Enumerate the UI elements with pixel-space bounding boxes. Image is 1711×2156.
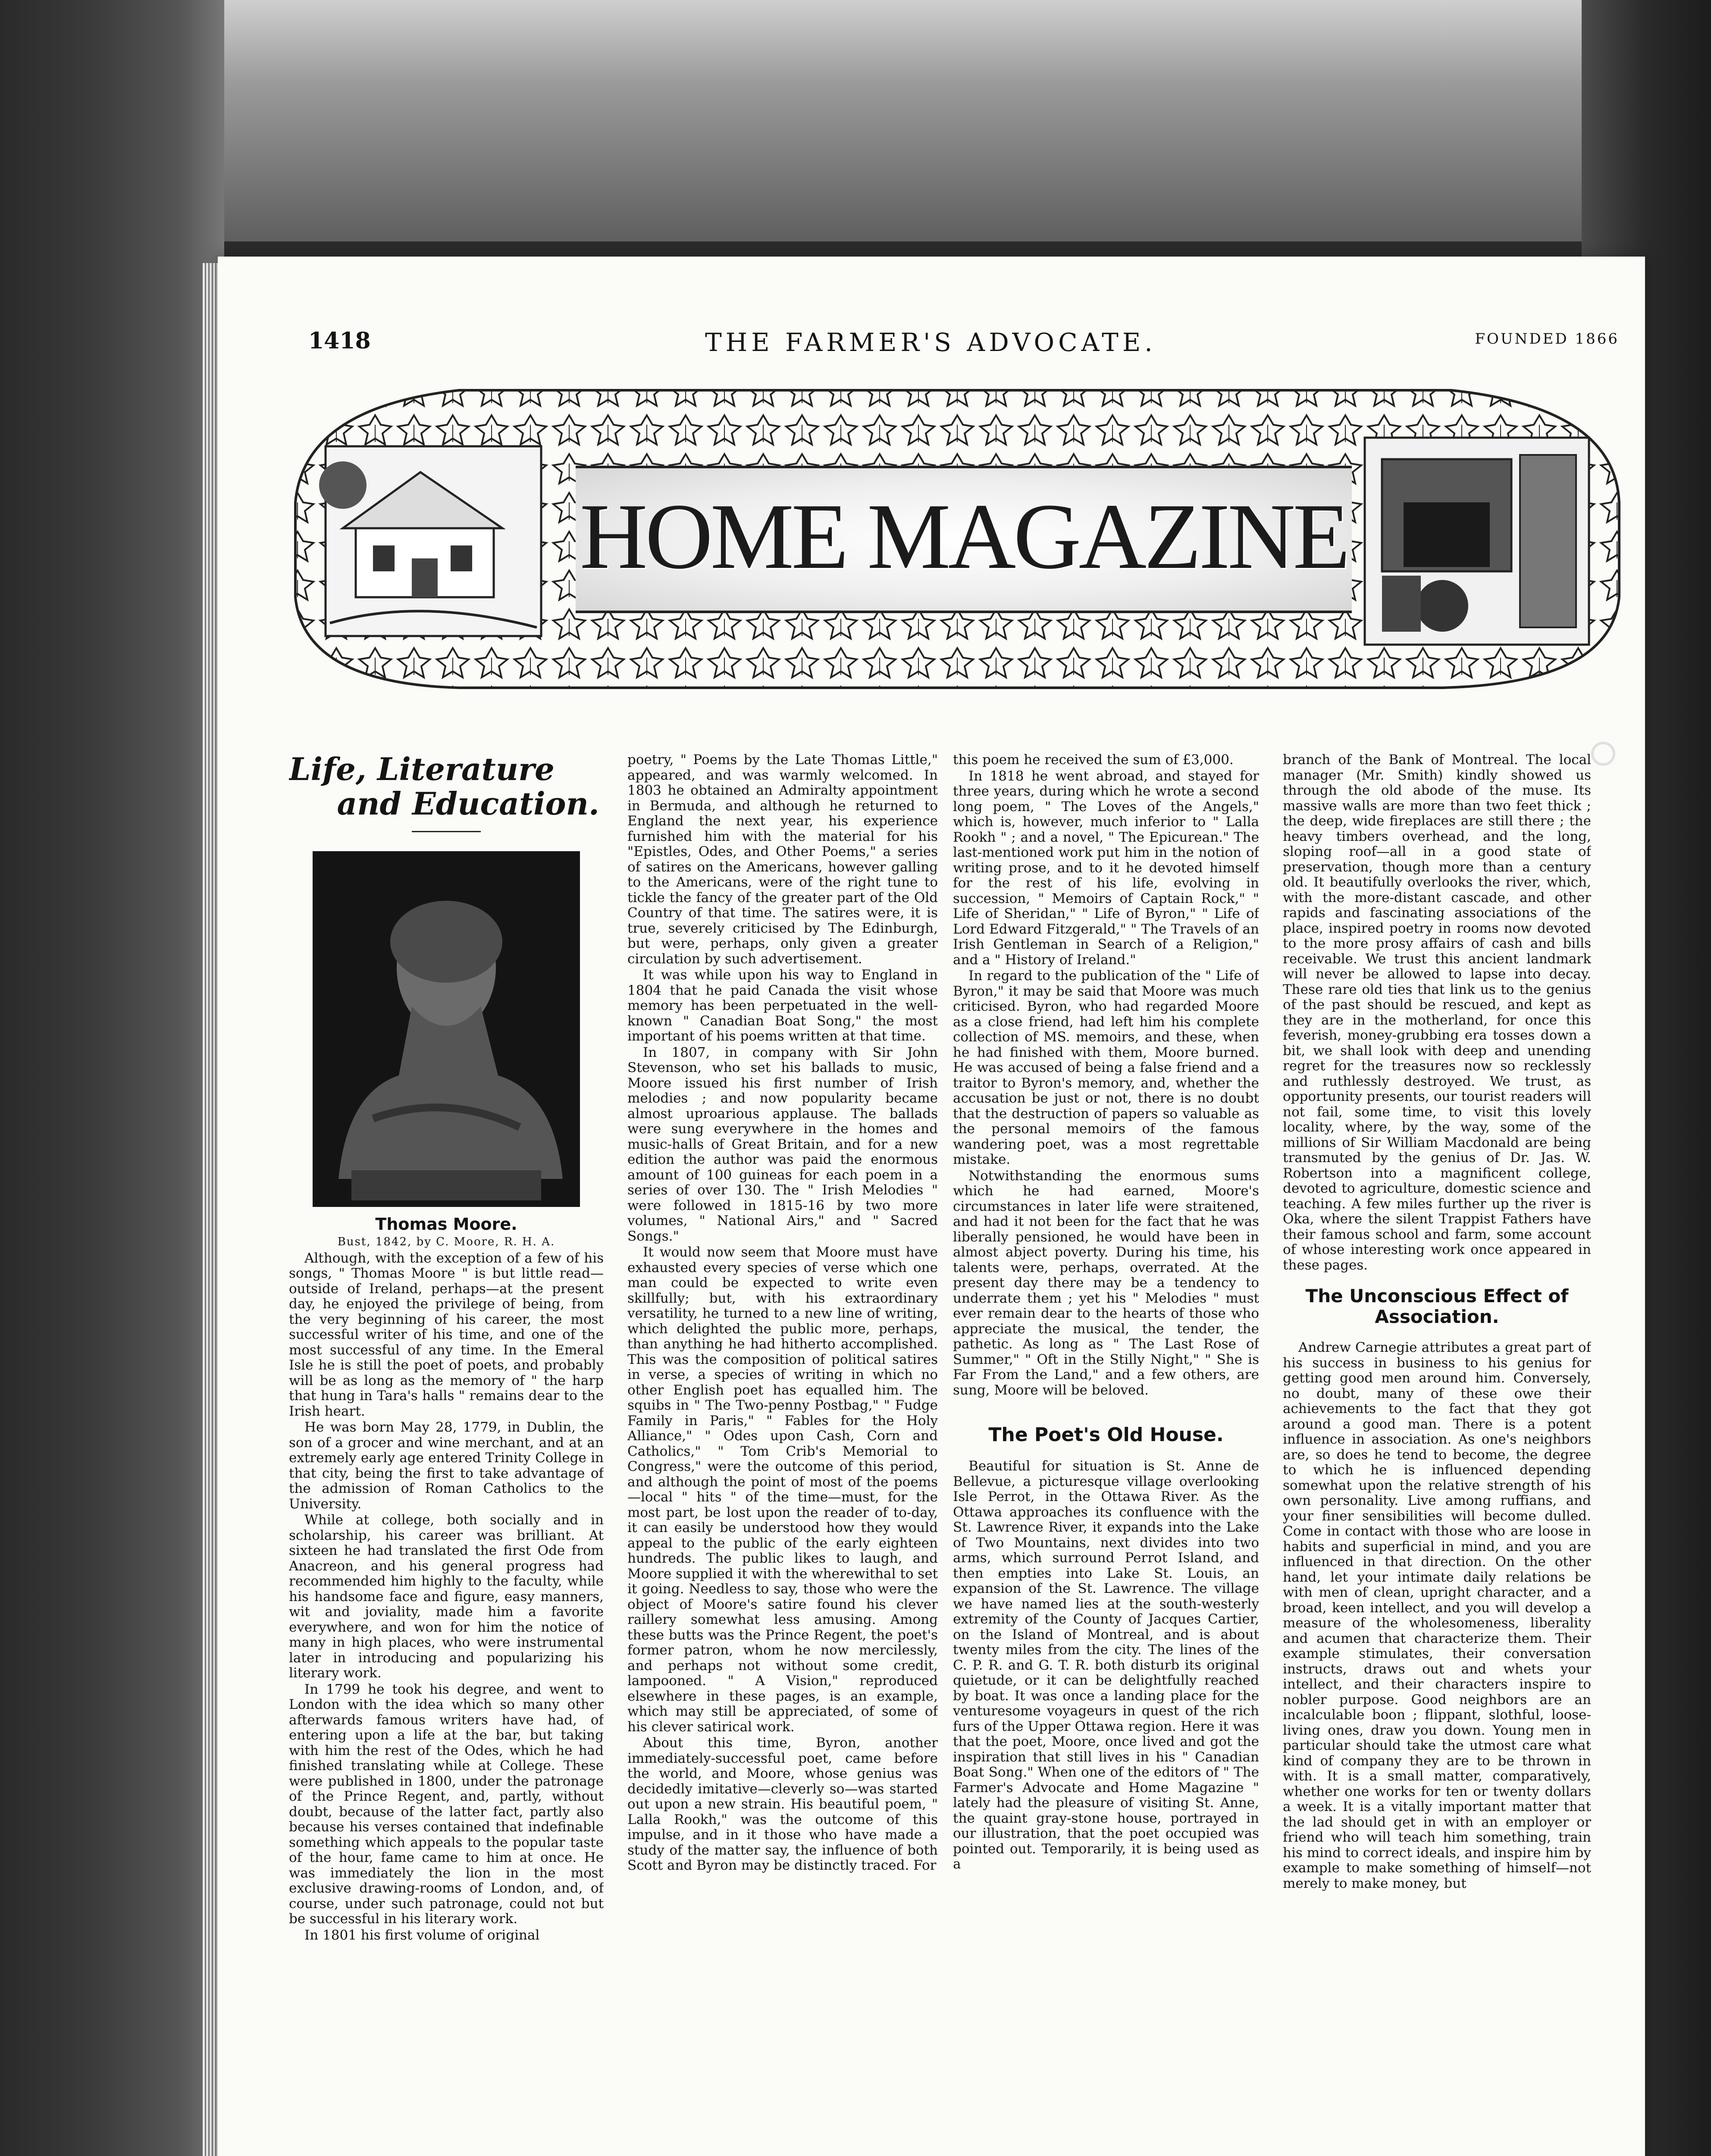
column-2 xyxy=(627,752,938,2156)
scan-background-left xyxy=(0,0,224,2156)
paragraph: He was born May 28, 1779, in Dublin, the son of a grocer and wine merchant, and at an extremely early age entered Trinity College in that city, being the first to take advantage of the admission of Roman Catholics to the University. xyxy=(289,1420,604,1512)
home-magazine-masthead xyxy=(278,373,1632,701)
magazine-page xyxy=(218,257,1645,2156)
paragraph: this poem he received the sum of £3,000. xyxy=(953,752,1234,768)
paragraph: In 1801 his first volume of original xyxy=(304,1927,540,1943)
masthead-title: HOME MAGAZINE xyxy=(580,485,1348,589)
paragraph: In 1818 he went abroad, and stayed for three years, during which he wrote a second long poem, " The Loves of the Angels," which is, however, much inferior to " Lalla Rookh " ; and a novel, " The Epicurean." The last-mentioned work put him in the notion of writing prose, and to it he devoted himself for the rest of his life, evolving in succession, " Memoirs of Captain Rock," " Life of Sheridan," " Life of Byron," " Life of Lord Edward Fitzgerald," " The Travels of an Irish Gentleman in Search of a Religion," and a " History of Ireland." xyxy=(953,768,1259,968)
scan-background-top xyxy=(0,0,1711,241)
poets-old-house-heading: The Poet's Old House. xyxy=(988,1424,1224,1446)
paragraph: In 1799 he took his degree, and went to London with the idea which so many other afterwards famous writers have had, of entering upon a life at the bar, but taking with him the rest of the Odes, which he had finished translating while at College. These were published in 1800, under the patronage of the Prince Regent, and, partly, without doubt, because of the latter fact, partly also because his verses contained that indefinable something which appeals to the popular taste of the hour, fame came to him at once. He was immediately the lion in the most exclusive drawing-rooms of London, and, of course, under such patronage, could not but be successful in his literary work. xyxy=(289,1681,604,1927)
paragraph: In 1807, in company with Sir John Stevenson, who set his ballads to music, Moore issued his first number of Irish melodies ; and now popularity became almost uproarious applause. The ballads were sung everywhere in the homes and music-halls of Great Britain, and for a new edition the author was paid the enormous amount of 100 guineas for each poem in a series of over 130. The " Irish Melodies " were followed in 1815-16 by two more volumes, " National Airs," and " Sacred Songs." xyxy=(627,1044,938,1244)
portrait-caption: Thomas Moore. xyxy=(375,1215,517,1234)
running-head xyxy=(218,328,1645,362)
paragraph: In regard to the publication of the " Life of Byron," it may be said that Moore was much criticised. Byron, who had regarded Moore as a close friend, had left him his complete collection of MS. memoirs, and these, when he had finished with them, Moore burned. He was accused of being a false friend and a traitor to Byron's memory, and, whether the accusation be just or not, there is no doubt that the destruction of papers so valuable as the personal memoirs of the famous wandering poet, was a most regrettable mistake. xyxy=(953,968,1259,1167)
founded-note: FOUNDED 1866 xyxy=(1475,330,1619,348)
column-3 xyxy=(953,752,1259,2156)
paragraph: Notwithstanding the enormous sums which he had earned, Moore's circumstances in later life were straitened, and had it not been for the fact that he was liberally pensioned, he would have been in almost abject poverty. During his time, his talents were, perhaps, overrated. At the present day there may be a tendency to underrate them ; yet his " Melodies " must ever remain dear to the hearts of those who appreciate the musical, the tender, the pathetic. As long as " The Last Rose of Summer," " Oft in the Stilly Night," " She is Far From the Land," and a few others, are sung, Moore will be beloved. xyxy=(953,1168,1259,1398)
paragraph: While at college, both socially and in scholarship, his career was brilliant. At sixteen he had translated the first Ode from Anacreon, and his general progress had recommended him highly to the faculty, while his handsome face and figure, easy manners, wit and joviality, made him a favorite everywhere, and won for him the notice of many in high places, who were instrumental later in introducing and popularizing his literary work. xyxy=(289,1512,604,1681)
paragraph: About this time, Byron, another immediately-successful poet, came before the world, and Moore, whose genius was decidedly imitative—cleverly so—was started out upon a new strain. His beautiful poem, " Lalla Rookh," was the outcome of this impulse, and in it those who have made a study of the matter say, the influence of both Scott and Byron may be distinctly traced. For xyxy=(627,1735,938,1873)
portrait-credit: Bust, 1842, by C. Moore, R. H. A. xyxy=(337,1235,555,1248)
section-divider xyxy=(412,831,481,832)
paragraph: poetry, " Poems by the Late Thomas Little," appeared, and was warmly welcomed. In 1803 he obtained an Admiralty appointment in Bermuda, and although he returned to England the next year, his experience furnished him with the material for his "Epistles, Odes, and Other Poems," a series of satires on the Americans, however galling to the Americans, were of the right tune to tickle the fancy of the greater part of the Old Country of that time. The satires were, it is true, severely criticised by The Edinburgh, but were, perhaps, only given a greater circulation by such advertisement. xyxy=(627,752,938,967)
page-number: 1418 xyxy=(308,328,371,354)
section-title-line-2: and Education. xyxy=(337,785,599,822)
bust-illustration xyxy=(313,851,580,1207)
paragraph: It was while upon his way to England in 1804 that he paid Canada the visit whose memory has been perpetuated in the well-known " Canadian Boat Song," the most important of his poems written at that time. xyxy=(627,967,938,1044)
thomas-moore-bust-photo xyxy=(313,851,580,1207)
journal-title: THE FARMER'S ADVOCATE. xyxy=(705,328,1156,357)
paragraph: Andrew Carnegie attributes a great part of his success in business to his genius for getting good men around him. Conversely, no doubt, many of these owe their achievements to the fact that they got around a good man. There is a potent influence in association. As one's neighbors are, so does he tend to become, the degree to which he is influenced depending somewhat upon the relative strength of his own personality. Live among ruffians, and your finer sensibilities will become dulled. Come in contact with those who are loose in habits and superficial in mind, and you are influenced in that direction. On the other hand, let your intimate daily relations be with men of clean, upright character, and a broad, keen intellect, and you will develop a measure of the wholesomeness, liberality and acumen that characterize them. Their example stimulates, their conversation instructs, draws out and whets your intellect, and their characters inspire to nobler purpose. Good neighbors are an incalculable boon ; flippant, slothful, loose-living ones, draw you down. Young men in particular should take the utmost care what kind of company they are to be thrown in with. It is a small matter, comparatively, whether one works for ten or twenty dollars a week. It is a vitally important matter that the lad should get in with an employer or friend who will teach him something, train his mind to correct ideals, and inspire him by example to make something of himself—not merely to make money, but xyxy=(1283,1340,1591,1891)
paragraph: branch of the Bank of Montreal. The local manager (Mr. Smith) kindly showed us through the old abode of the muse. Its massive walls are more than two feet thick ; the deep, wide fireplaces are still there ; the heavy timbers overhead, and the long, sloping roof—all in a good state of preservation, though more than a century old. It beautifully overlooks the river, which, with the more-distant cascade, and other rapids and fascinating associations of the place, inspired poetry in rooms now devoted to the more prosy affairs of cash and bills receivable. We trust this ancient landmark will never be allowed to lapse into decay. These rare old ties that link us to the genius of the past should be rescued, and kept as they are in the motherland, for once this feverish, money-grubbing era tosses down a bit, we shall look with deep and unending regret for the treasures now so recklessly and ruthlessly destroyed. We trust, as opportunity presents, our tourist readers will not fail, some time, to visit this lovely locality, where, by the way, some of the millions of Sir William Macdonald are being transmuted by the genius of Dr. Jas. W. Robertson into a magnificent college, devoted to agriculture, domestic science and teaching. A few miles further up the river is Oka, where the silent Trappist Fathers have their famous school and farm, some account of whose interesting work once appeared in these pages. xyxy=(1283,752,1591,1273)
unconscious-effect-heading: The Unconscious Effect of Association. xyxy=(1305,1285,1569,1327)
binder-ring xyxy=(1591,742,1615,766)
column-4 xyxy=(1283,752,1591,2156)
paragraph: Beautiful for situation is St. Anne de Bellevue, a picturesque village overlooking Isle Perrot, in the Ottawa River. As the Ottawa approaches its confluence with the St. Lawrence River, it expands into the Lake of Two Mountains, next divides into two arms, which surround Perrot Island, and then empties into Lake St. Louis, an expansion of the St. Lawrence. The village we have named lies at the south-westerly extremity of the County of Jacques Cartier, on the Island of Montreal, and is about twenty miles from the city. The lines of the C. P. R. and G. T. R. both disturb its original quietude, or it can be delightfully reached by boat. It was once a landing place for the venturesome voyageurs in quest of the rich furs of the Upper Ottawa region. Here it was that the poet, Moore, once lived and got the inspiration that still lives in his " Canadian Boat Song." When one of the editors of " The Farmer's Advocate and Home Magazine " lately had the pleasure of visiting St. Anne, the quaint gray-stone house, portrayed in our illustration, that the poet occupied was pointed out. Temporarily, it is being used as a xyxy=(953,1458,1259,1872)
book-binding-edge xyxy=(203,263,220,2156)
column-1 xyxy=(289,752,604,2156)
section-title-line-1: Life, Literature xyxy=(289,752,555,787)
paragraph: Although, with the exception of a few of his songs, " Thomas Moore " is but little read—outside of Ireland, perhaps—at the present day, he enjoyed the privilege of being, from the very beginning of his career, the most successful writer of his time, and one of the most successful of any time. In the Emeral Isle he is still the poet of poets, and probably will be as long as the memory of " the harp that hung in Tara's halls " remains dear to the Irish heart. xyxy=(289,1250,604,1419)
paragraph: It would now seem that Moore must have exhausted every species of verse which one man could be expected to write even skillfully; but, with his extraordinary versatility, he turned to a new line of writing, which delighted the public more, perhaps, than anything he had hitherto accomplished. This was the composition of political satires in verse, a species of writing in which no other English poet has equalled him. The squibs in " The Two-penny Postbag," " Fudge Family in Paris," " Fables for the Holy Alliance," " Odes upon Cash, Corn and Catholics," " Tom Crib's Memorial to Congress," were the outcome of this period, and although the point of most of the poems—local " hits " of the time—must, for the most part, be lost upon the reader of to-day, it can easily be understood how they would appeal to the public of the early eighteen hundreds. The public likes to laugh, and Moore supplied it with the wherewithal to set it going. Needless to say, those who were the object of Moore's satire found his clever raillery somewhat less amusing. Among these butts was the Prince Regent, the poet's former patron, whom he now mercilessly, and perhaps not without some credit, lampooned. " A Vision," reproduced elsewhere in these pages, is an example, which may still be appreciated, of some of his clever satirical work. xyxy=(627,1244,938,1735)
